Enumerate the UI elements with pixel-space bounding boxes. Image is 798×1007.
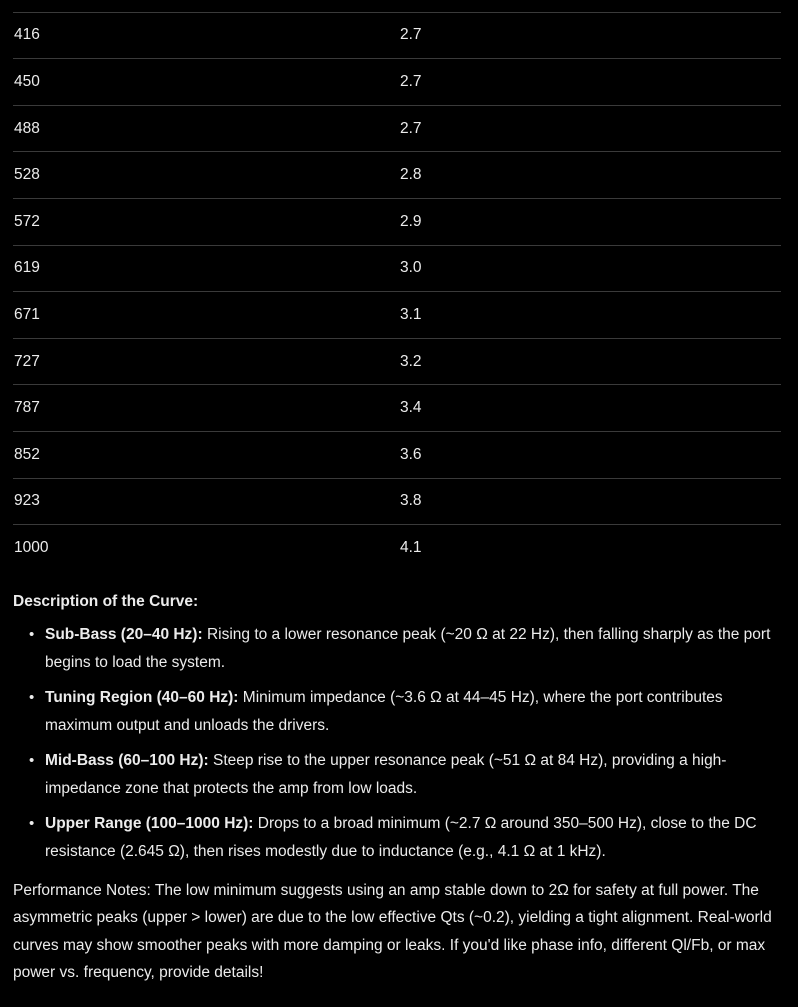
frequency-cell: 727: [13, 338, 399, 385]
impedance-cell: 3.6: [399, 431, 781, 478]
curve-description-list: [13, 621, 781, 866]
item-term: Upper Range (100–1000 Hz):: [45, 814, 254, 832]
frequency-cell: 923: [13, 478, 399, 525]
impedance-cell: 4.1: [400, 538, 422, 556]
impedance-cell: 3.0: [399, 245, 781, 292]
table-row: [13, 12, 781, 59]
impedance-cell: [399, 0, 781, 12]
table-row: [13, 292, 781, 339]
frequency-cell: 572: [13, 198, 399, 245]
item-text: Steep rise to the upper resonance peak (~51 Ω at 84 Hz), providing a high-impedance zone that protects the amp from low loads.: [45, 751, 727, 797]
frequency-cell: 528: [13, 152, 399, 199]
item-text: Drops to a broad minimum (~2.7 Ω around 350–500 Hz), close to the DC resistance (2.645 Ω), then rises modestly due to inductance (e.g., 4.1 Ω at 1 kHz).: [45, 814, 757, 860]
frequency-cell: 416: [13, 12, 399, 59]
frequency-cell: 787: [13, 385, 399, 432]
performance-notes: Performance Notes: The low minimum suggests using an amp stable down to 2Ω for safety at full power. The asymmetric peaks (upper > lower) are due to the low effective Qts (~0.2), yielding a tight alignment. Real-world curves may show smoother peaks with more damping or leaks. If you'd like phase info, different Ql/Fb, or max power vs. frequency, provide details!: [13, 881, 772, 982]
impedance-cell: 2.7: [399, 12, 781, 59]
table-row: [13, 478, 781, 525]
section-heading: Description of the Curve:: [13, 592, 199, 610]
table-row: [13, 59, 781, 106]
list-item: [29, 810, 781, 866]
frequency-cell: 619: [13, 245, 399, 292]
frequency-cell: 1000: [14, 538, 49, 556]
item-text: Minimum impedance (~3.6 Ω at 44–45 Hz), where the port contributes maximum output and unloads the drivers.: [45, 688, 723, 734]
table-row: [13, 198, 781, 245]
item-term: Mid-Bass (60–100 Hz):: [45, 751, 209, 769]
bullet-icon: •: [29, 688, 35, 706]
list-item: [29, 747, 781, 803]
impedance-cell: 2.8: [399, 152, 781, 199]
list-item: [29, 621, 781, 677]
table-row: [13, 0, 781, 12]
impedance-cell: 3.4: [399, 385, 781, 432]
bullet-icon: •: [29, 625, 35, 643]
bullet-icon: •: [29, 814, 35, 832]
frequency-cell: 450: [13, 59, 399, 106]
impedance-cell: 3.1: [399, 292, 781, 339]
item-term: Tuning Region (40–60 Hz):: [45, 688, 239, 706]
impedance-table: [13, 0, 781, 571]
frequency-cell: 852: [13, 431, 399, 478]
frequency-cell: 671: [13, 292, 399, 339]
table-row: [13, 245, 781, 292]
item-term: Sub-Bass (20–40 Hz):: [45, 625, 203, 643]
impedance-cell: 2.7: [399, 59, 781, 106]
bullet-icon: •: [29, 751, 35, 769]
table-row: [13, 152, 781, 199]
response-content: [13, 0, 781, 987]
table-row: [13, 338, 781, 385]
impedance-cell: 2.7: [399, 105, 781, 152]
item-text: Rising to a lower resonance peak (~20 Ω at 22 Hz), then falling sharply as the port begins to load the system.: [45, 625, 771, 671]
table-row: [13, 431, 781, 478]
table-row: [13, 385, 781, 432]
impedance-cell: 2.9: [399, 198, 781, 245]
table-row: [13, 525, 781, 571]
table-row: [13, 105, 781, 152]
impedance-cell: 3.8: [399, 478, 781, 525]
list-item: [29, 684, 781, 740]
frequency-cell: 488: [13, 105, 399, 152]
frequency-cell: [13, 0, 399, 12]
impedance-cell: 3.2: [399, 338, 781, 385]
